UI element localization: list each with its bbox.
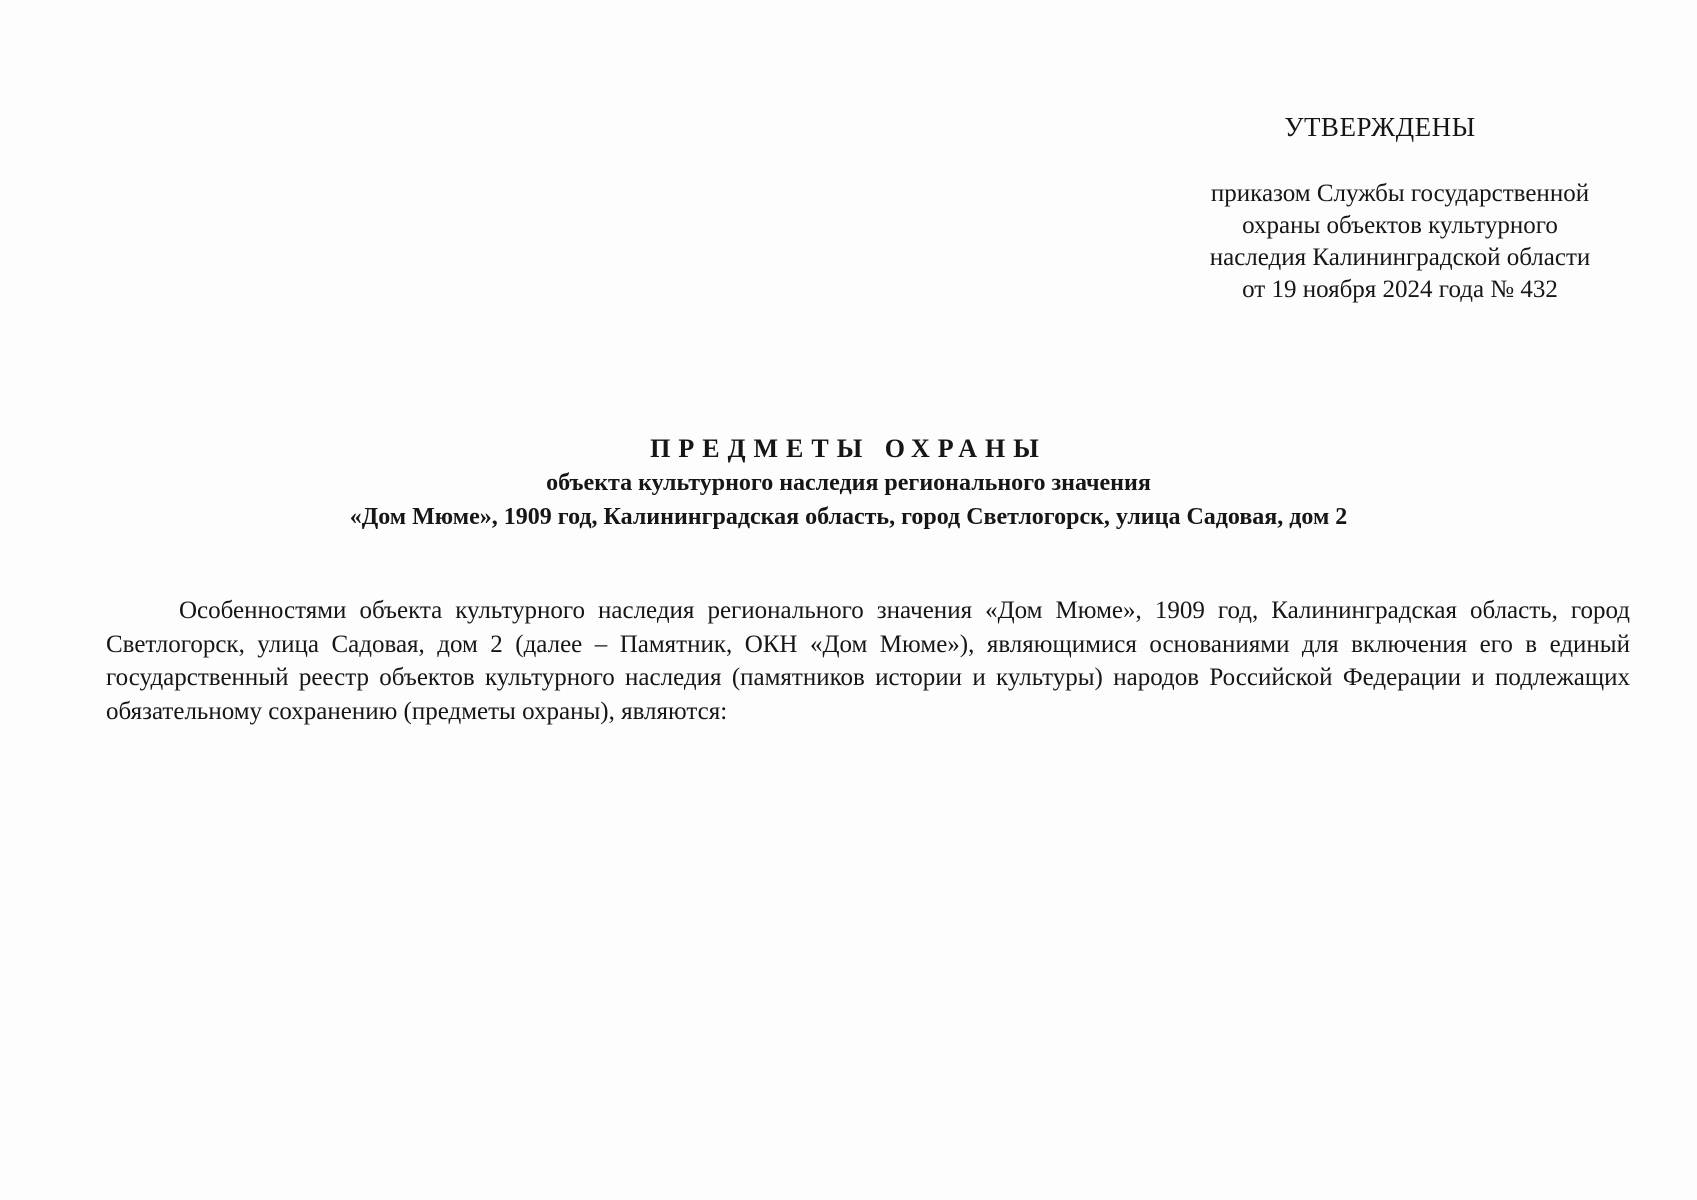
- approval-block: [1160, 178, 1640, 306]
- document-subtitle-line-1: объекта культурного наследия регионального значения: [546, 470, 1151, 496]
- approval-line: от 19 ноября 2024 года № 432: [1242, 276, 1558, 303]
- body-paragraph: Особенностями объекта культурного наследия регионального значения «Дом Мюме», 1909 год, Калининградская область, город Светлогорск, улица Садовая, дом 2 (далее – Памятник, ОКН «Дом Мюме»), являющимися основаниями для включения его в единый государственный реестр объектов культурного наследия (памятников истории и культуры) народов Российской Федерации и подлежащих обязательному сохранению (предметы охраны), являются:: [106, 597, 1630, 725]
- approval-line: приказом Службы государственной: [1210, 180, 1590, 207]
- document-heading: [0, 432, 1697, 534]
- document-title: ПРЕДМЕТЫ ОХРАНЫ: [650, 434, 1047, 463]
- approval-title: УТВЕРЖДЕНЫ: [1284, 112, 1476, 142]
- approval-line: охраны объектов культурного: [1242, 212, 1558, 239]
- document-subtitle-line-2: «Дом Мюме», 1909 год, Калининградская область, город Светлогорск, улица Садовая, дом 2: [349, 504, 1348, 530]
- approval-line: наследия Калининградской области: [1209, 244, 1591, 271]
